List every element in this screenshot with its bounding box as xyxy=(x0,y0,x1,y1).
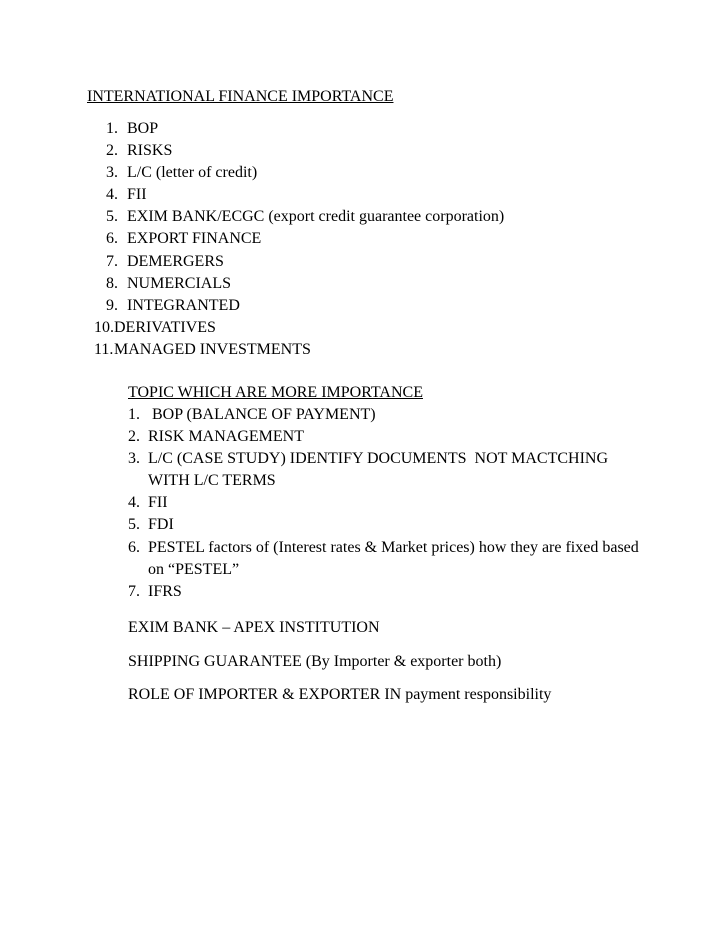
list-text: L/C (letter of credit) xyxy=(127,164,258,182)
list-text: BOP xyxy=(127,120,159,137)
list-item xyxy=(87,295,687,317)
list-item xyxy=(87,184,687,206)
list-text: MANAGED INVESTMENTS xyxy=(114,340,311,358)
list-item xyxy=(128,426,688,448)
list-number: 1. xyxy=(106,120,118,137)
list-item xyxy=(87,228,687,250)
list-number: 7. xyxy=(128,582,140,600)
list-number: 8. xyxy=(106,274,118,292)
list-text: FII xyxy=(148,494,168,512)
list-text: DEMERGERS xyxy=(127,252,224,270)
list-text: PESTEL factors of (Interest rates & Market prices) how they are fixed based on “PESTEL” xyxy=(148,538,639,578)
list-item xyxy=(128,514,688,536)
note-role-importer-exporter: ROLE OF IMPORTER & EXPORTER IN payment responsibility xyxy=(128,686,552,703)
list-item xyxy=(128,492,688,514)
list-text: FII xyxy=(127,186,147,204)
list-number: 7. xyxy=(106,252,118,270)
list-number: 4. xyxy=(106,186,118,204)
list-item xyxy=(87,317,687,339)
list-text: L/C (CASE STUDY) IDENTIFY DOCUMENTS NOT MACTCHING WITH L/C TERMS xyxy=(148,450,612,490)
list-number: 3. xyxy=(128,450,140,468)
topic-title: TOPIC WHICH ARE MORE IMPORTANCE xyxy=(128,384,423,401)
list-item xyxy=(87,162,687,184)
list-number: 5. xyxy=(128,516,140,534)
list-text: RISKS xyxy=(127,142,173,160)
list-number: 5. xyxy=(106,208,118,226)
list-item xyxy=(87,339,687,361)
list-item xyxy=(128,537,653,581)
importance-list xyxy=(87,118,687,361)
document-title: INTERNATIONAL FINANCE IMPORTANCE xyxy=(87,88,394,105)
list-item xyxy=(128,581,688,603)
list-number: 2. xyxy=(106,142,118,160)
list-text: INTEGRANTED xyxy=(127,296,240,314)
list-item xyxy=(87,118,687,140)
list-number: 10. xyxy=(94,318,114,336)
list-text: EXIM BANK/ECGC (export credit guarantee corporation) xyxy=(127,208,505,226)
list-number: 6. xyxy=(106,230,118,248)
list-text: EXPORT FINANCE xyxy=(127,230,262,248)
list-number: 11. xyxy=(94,340,114,358)
list-item xyxy=(87,140,687,162)
list-item xyxy=(87,273,687,295)
list-item xyxy=(87,251,687,273)
note-shipping-guarantee: SHIPPING GUARANTEE (By Importer & exporter both) xyxy=(128,653,502,670)
list-item xyxy=(128,404,688,426)
topic-list xyxy=(128,404,688,603)
list-text: NUMERCIALS xyxy=(127,274,232,292)
list-text: IFRS xyxy=(148,582,182,600)
list-number: 3. xyxy=(106,164,118,182)
list-item xyxy=(128,448,638,492)
list-text: BOP (BALANCE OF PAYMENT) xyxy=(148,406,376,423)
list-item xyxy=(87,206,687,228)
note-exim-bank: EXIM BANK – APEX INSTITUTION xyxy=(128,619,380,636)
list-text: DERIVATIVES xyxy=(114,318,216,336)
list-number: 4. xyxy=(128,494,140,512)
list-text: RISK MANAGEMENT xyxy=(148,428,304,446)
list-number: 6. xyxy=(128,538,140,556)
list-number: 9. xyxy=(106,296,118,314)
list-number: 2. xyxy=(128,428,140,446)
list-number: 1. xyxy=(128,406,140,423)
list-text: FDI xyxy=(148,516,174,534)
